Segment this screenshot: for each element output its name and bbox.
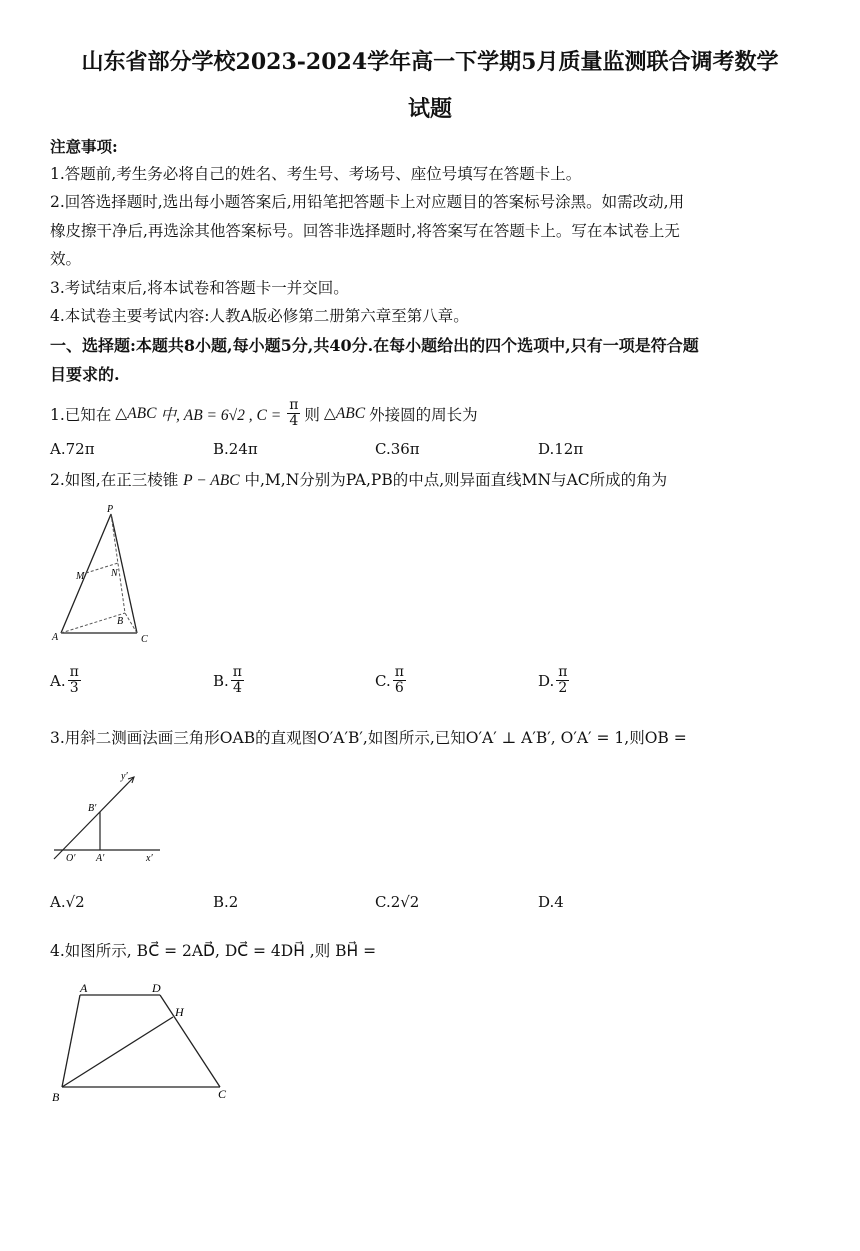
q2-b-den: 4 — [232, 680, 242, 697]
label-b: B — [52, 1090, 60, 1104]
trapezoid-figure — [48, 975, 238, 1105]
q1-frac-den: 4 — [289, 413, 299, 430]
q2-c-num: π — [394, 664, 404, 680]
q2-text-b: P − ABC — [183, 472, 240, 489]
q2-option-b-letter: B. — [213, 671, 229, 690]
pyramid-figure — [45, 500, 165, 650]
label-a: A — [80, 981, 88, 995]
q3-option-c[interactable]: C.2√2 — [375, 893, 420, 911]
q2-a-num: π — [69, 664, 79, 680]
label-x-prime: x′ — [146, 853, 153, 864]
q2-option-c[interactable] — [375, 665, 406, 697]
q2-option-b-frac — [231, 665, 244, 697]
q2-option-a[interactable] — [50, 665, 81, 697]
label-b: B — [117, 616, 124, 627]
q2-option-d-letter: D. — [538, 671, 555, 690]
q2-d-den: 2 — [558, 680, 568, 697]
question-2 — [50, 468, 667, 490]
section1-heading-a: 一、选择题:本题共8小题,每小题5分,共40分.在每小题给出的四个选项中,只有一项是符合题 — [50, 336, 699, 355]
q1-prefix: 1.已知在 — [50, 405, 112, 424]
q1-option-d[interactable]: D.12π — [538, 440, 584, 458]
q1-frac-num: π — [289, 397, 299, 413]
label-c: C — [141, 634, 148, 645]
q2-text-c: 中,M,N分别为PA,PB的中点,则异面直线MN与AC所成的角为 — [244, 471, 668, 489]
label-n: N — [111, 568, 118, 579]
exam-title-line1: 山东省部分学校2023-2024学年高一下学期5月质量监测联合调考数学 — [81, 49, 779, 75]
oblique-figure — [48, 765, 173, 865]
notice-item-3: 3.考试结束后,将本试卷和答题卡一并交回。 — [50, 279, 349, 297]
notice-item-2b: 橡皮擦干净后,再选涂其他答案标号。回答非选择题时,将答案写在答题卡上。写在本试卷上无 — [50, 222, 680, 240]
q2-option-b[interactable] — [213, 665, 244, 697]
label-c: C — [218, 1087, 227, 1101]
q1-suffix: 则 — [304, 405, 320, 424]
q1-fraction — [287, 398, 300, 430]
q1-triangle-2: △ABC — [323, 405, 366, 423]
q2-option-c-frac — [393, 665, 406, 697]
section1-heading-b: 目要求的. — [50, 365, 120, 384]
q1-triangle: △ABC — [115, 405, 157, 423]
q2-a-den: 3 — [69, 680, 79, 697]
q2-option-a-frac — [68, 665, 81, 697]
q2-option-a-letter: A. — [50, 671, 66, 690]
q2-option-d[interactable] — [538, 665, 569, 697]
q2-text-a: 2.如图,在正三棱锥 — [50, 471, 179, 489]
exam-title-line2: 试题 — [407, 96, 452, 122]
label-a-prime: A′ — [96, 853, 105, 864]
q3-option-b[interactable]: B.2 — [213, 893, 239, 911]
label-y-prime: y′ — [121, 771, 128, 782]
label-a: A — [52, 632, 59, 643]
q1-option-b[interactable]: B.24π — [213, 440, 258, 458]
label-h: H — [175, 1005, 184, 1019]
notice-item-2a: 2.回答选择题时,选出每小题答案后,用铅笔把答题卡上对应题目的答案标号涂黑。如需改动,用 — [50, 193, 685, 211]
q1-end: 外接圆的周长为 — [369, 405, 478, 424]
q1-option-c[interactable]: C.36π — [375, 440, 420, 458]
q3-option-a[interactable]: A.√2 — [50, 893, 85, 911]
label-b-prime: B′ — [88, 803, 97, 814]
notice-heading: 注意事项: — [50, 137, 118, 156]
q1-mid: 中, AB = 6√2 , C = — [160, 406, 282, 424]
q2-d-num: π — [558, 664, 568, 680]
notice-item-2c: 效。 — [50, 250, 82, 268]
q2-option-c-letter: C. — [375, 671, 391, 690]
q2-c-den: 6 — [394, 680, 404, 697]
label-o-prime: O′ — [66, 853, 76, 864]
label-d: D — [152, 981, 161, 995]
question-3: 3.用斜二测画法画三角形OAB的直观图O′A′B′,如图所示,已知O′A′ ⊥ A′B′, O′A′ = 1,则OB = — [50, 729, 687, 747]
q3-option-d[interactable]: D.4 — [538, 893, 564, 911]
question-4: 4.如图所示, BC⃗ = 2AD⃗, DC⃗ = 4DH⃗ ,则 BH⃗ = — [50, 942, 377, 960]
label-m: M — [76, 571, 85, 582]
q2-option-d-frac — [556, 665, 569, 697]
question-1 — [50, 398, 478, 430]
label-p: P — [107, 504, 114, 515]
notice-item-4: 4.本试卷主要考试内容:人教A版必修第二册第六章至第八章。 — [50, 307, 469, 325]
notice-item-1: 1.答题前,考生务必将自己的姓名、考生号、考场号、座位号填写在答题卡上。 — [50, 165, 582, 183]
q2-b-num: π — [232, 664, 242, 680]
q1-option-a[interactable]: A.72π — [50, 440, 95, 458]
